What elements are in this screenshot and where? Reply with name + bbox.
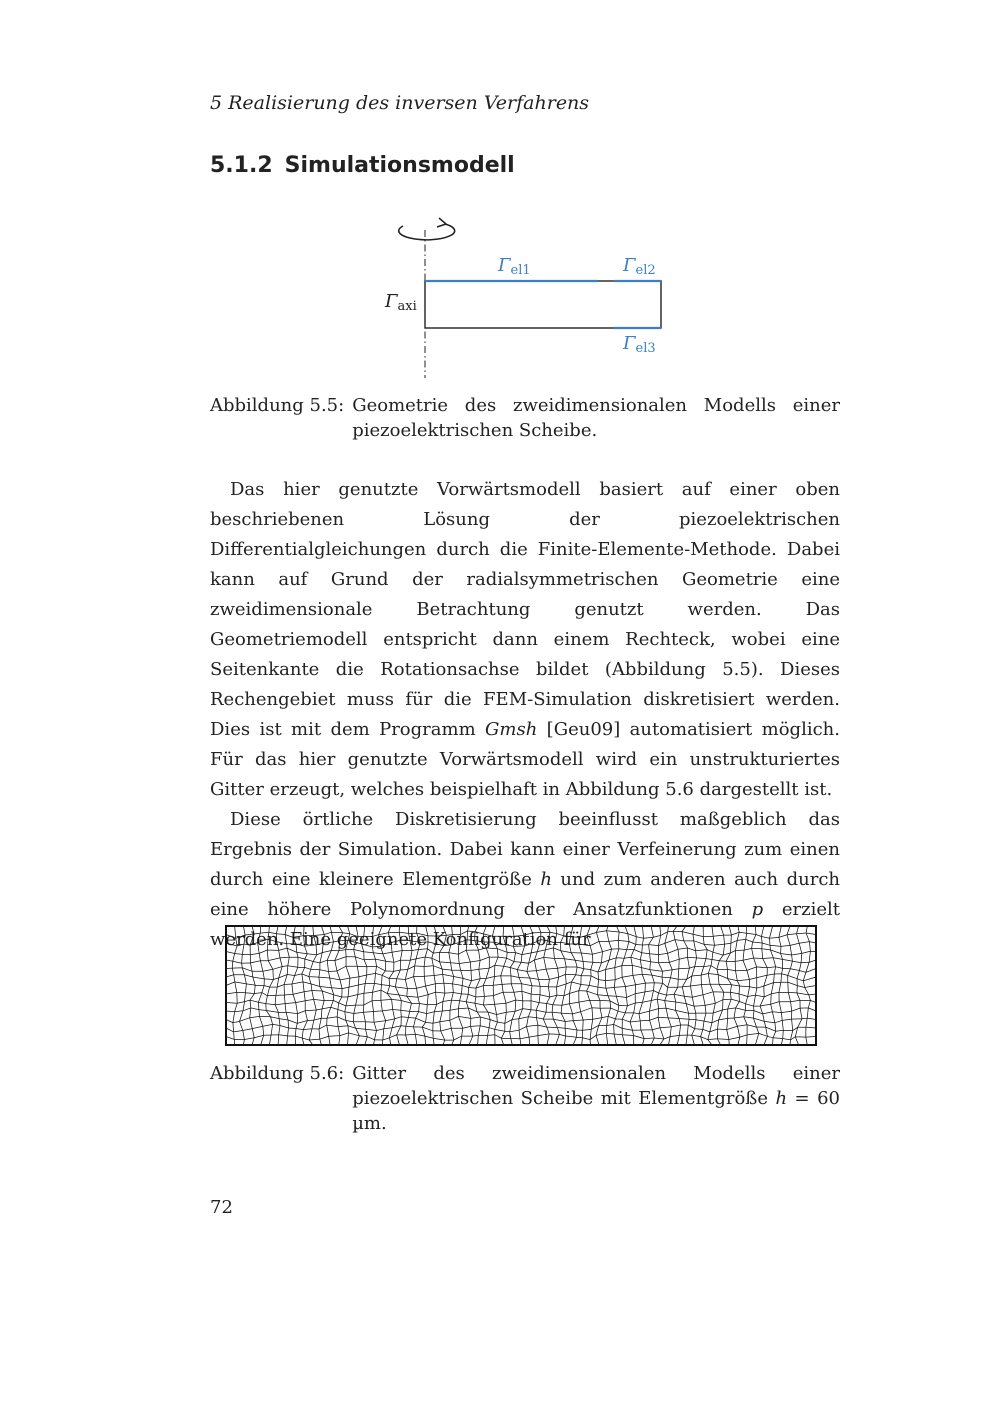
math-var-h: h (540, 869, 552, 890)
mesh-grid-lines (226, 926, 816, 1045)
gamma-symbol: Γ (498, 255, 511, 276)
subscript-el1: el1 (510, 263, 531, 278)
figure-5-5-caption (210, 393, 840, 443)
figure-5-6-caption (210, 1061, 840, 1136)
text-run: [Geu09] automatisiert möglich. Für das hier genutzte Vorwärtsmodell wird ein unstrukturiertes Gitter erzeugt, welches beispielhaft in Abbildung 5.6 dargestellt ist. (210, 719, 840, 800)
label-gamma-el3 (622, 333, 656, 356)
caption-text (352, 1061, 840, 1136)
gamma-symbol: Γ (623, 333, 636, 354)
subscript-el2: el2 (635, 263, 656, 278)
body-text (210, 475, 840, 955)
section-title: Simulationsmodell (284, 153, 515, 178)
page-number: 72 (210, 1197, 233, 1218)
text-run: erzielt werden. Eine geeignete Konfiguration für (210, 899, 840, 950)
running-head: 5 Realisierung des inversen Verfahrens (210, 92, 590, 114)
program-name: Gmsh (485, 719, 538, 740)
caption-text-run: Gitter des zweidimensionalen Modells einer piezoelektrischen Scheibe mit Elementgröße (352, 1063, 840, 1109)
figure-5-5-geometry (370, 210, 690, 385)
caption-text-run: = 60 µm. (352, 1088, 840, 1134)
label-gamma-axi (384, 291, 417, 314)
label-gamma-el1 (497, 255, 531, 278)
text-run: Diese örtliche Diskretisierung beeinflusst maßgeblich das Ergebnis der Simulation. Dabei kann einer Verfeinerung zum einen durch eine kleinere Elementgröße (210, 809, 840, 890)
text-run: Das hier genutzte Vorwärtsmodell basiert auf einer oben beschriebenen Lösung der piezoelektrischen Differentialgleichungen durch die Finite-Elemente-Methode. Dabei kann auf Grund der radialsymmetrischen Geometrie eine zweidimensionale Betrachtung genutzt werden. Das Geometriemodell entspricht dann einem Rechteck, wobei eine Seitenkante die Rotationsachse bildet (Abbildung 5.5). Dieses Rechengebiet muss für die FEM-Simulation diskretisiert werden. Dies ist mit dem Programm (210, 479, 840, 740)
caption-label: Abbildung 5.6: (210, 1063, 345, 1084)
section-number: 5.1.2 (210, 153, 273, 178)
subscript-el3: el3 (635, 341, 656, 356)
disc-cross-section (425, 281, 661, 328)
caption-text: Geometrie des zweidimensionalen Modells einer piezoelektrischen Scheibe. (352, 395, 840, 441)
math-var-p: p (751, 899, 764, 920)
section-heading (210, 153, 515, 178)
mesh-path (226, 926, 816, 1045)
caption-label: Abbildung 5.5: (210, 395, 345, 416)
rotation-arrow-icon (399, 218, 455, 240)
gamma-symbol: Γ (385, 291, 398, 312)
text-run: und zum anderen auch durch eine höhere Polynomordnung der Ansatzfunktionen (210, 869, 841, 920)
subscript-axi: axi (397, 299, 417, 314)
math-var-h: h (775, 1088, 788, 1109)
gamma-symbol: Γ (623, 255, 636, 276)
figure-5-6-mesh (225, 925, 817, 1046)
paragraph (210, 475, 840, 805)
label-gamma-el2 (622, 255, 656, 278)
